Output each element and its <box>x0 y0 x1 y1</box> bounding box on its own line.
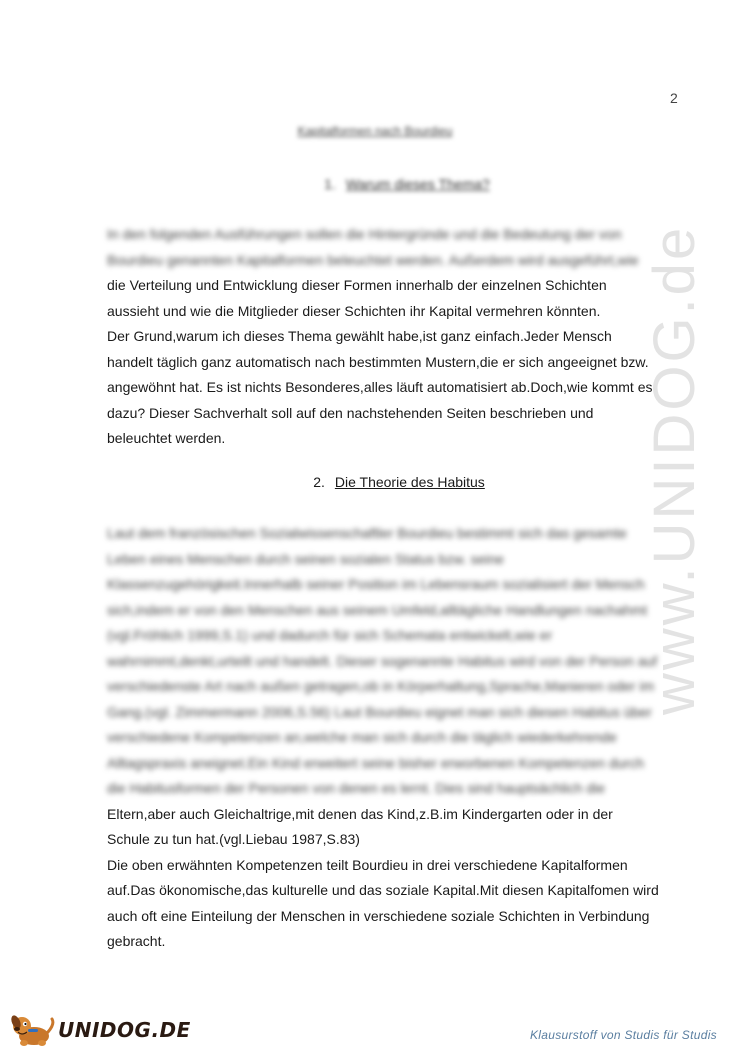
section-1-number: 1. <box>324 176 336 192</box>
section-1-paragraph <box>107 222 687 452</box>
paragraph-line: Klassenzugehörigkeit.Innerhalb seiner Position im Lebensraum sozialisiert der Mensch <box>107 576 645 592</box>
page-number: 2 <box>670 90 678 106</box>
section-1-heading <box>32 176 750 192</box>
paragraph-line: sich,indem er von den Menschen aus seinem Umfeld,alltägliche Handlungen nachahmt <box>107 601 648 618</box>
paragraph-line: wahrnimmt,denkt,urteilt und handelt. Dieser sogenannte Habitus wird von der Person auf <box>107 652 658 669</box>
paragraph-line: die Habitusformen der Personen von denen es lernt. Dies sind hauptsächlich die <box>107 780 606 796</box>
paragraph-line: Die oben erwähnten Kompetenzen teilt Bourdieu in drei verschiedene Kapitalformen <box>107 856 628 873</box>
paragraph-line: die Verteilung und Entwicklung dieser Formen innerhalb der einzelnen Schichten <box>107 277 607 293</box>
paragraph-line: verschiedenste Art nach außen getragen,ob in Körperhaltung,Sprache,Manieren oder im <box>107 678 655 694</box>
paragraph-line: Alltagspraxis aneignet.Ein Kind erweitert seine bisher erworbenen Kompetenzen durch <box>107 754 644 771</box>
footer-tagline: Klausurstoff von Studis für Studis <box>530 1028 717 1042</box>
watermark: www.UNIDOG.de <box>642 224 707 715</box>
paragraph-line: gebracht. <box>107 933 166 949</box>
paragraph-line: Leben eines Menschen durch seinen sozialen Status bzw. seine <box>107 550 504 567</box>
paragraph-line: Gang.(vgl. Zimmermann 2006,S.56) Laut Bourdieu eignet man sich diesen Habitus über <box>107 703 652 720</box>
paragraph-line: Der Grund,warum ich dieses Thema gewählt habe,ist ganz einfach.Jeder Mensch <box>107 328 612 344</box>
paragraph-line: verschiedene Kompetenzen an,welche man sich durch die täglich wiederkehrende <box>107 729 617 745</box>
paragraph-line: angewöhnt hat. Es ist nichts Besonderes,alles läuft automatisiert ab.Doch,wie kommt es <box>107 379 653 395</box>
paragraph-line: beleuchtet werden. <box>107 430 226 446</box>
paragraph-line: auf.Das ökonomische,das kulturelle und das soziale Kapital.Mit diesen Kapitalfomen wird <box>107 882 659 898</box>
paragraph-line: auch oft eine Einteilung der Menschen in verschiedene soziale Schichten in Verbindung <box>107 907 650 924</box>
dog-mascot-icon <box>8 1012 56 1048</box>
section-1-heading-text: Warum dieses Thema? <box>345 176 490 192</box>
paragraph-line: dazu? Dieser Sachverhalt soll auf den nachstehenden Seiten beschrieben und <box>107 404 594 421</box>
paragraph-line: Schule zu tun hat.(vgl.Liebau 1987,S.83) <box>107 831 360 847</box>
section-2-number: 2. <box>313 474 325 490</box>
paragraph-line: Laut dem französischen Sozialwissenschaftler Bourdieu bestimmt sich das gesamte <box>107 525 627 541</box>
section-2-heading-text: Die Theorie des Habitus <box>334 474 485 490</box>
paragraph-line: In den folgenden Ausführungen sollen die Hintergründe und die Bedeutung der von <box>107 226 622 242</box>
paragraph-line: Eltern,aber auch Gleichaltrige,mit denen das Kind,z.B.im Kindergarten oder in der <box>107 805 613 822</box>
paragraph-line: (vgl.Fröhlich 1999,S.1) und dadurch für sich Schemata entwickelt,wie er <box>107 627 553 643</box>
document-title: Kapitalformen nach Bourdieu <box>297 124 453 138</box>
paragraph-line: aussieht und wie die Mitglieder dieser Schichten ihr Kapital vermehren könnten. <box>107 302 601 319</box>
paragraph-line: Bourdieu genannten Kapitalformen beleuchtet werden. Außerdem wird ausgeführt,wie <box>107 251 639 268</box>
section-2-paragraph <box>107 521 687 955</box>
footer-logo[interactable] <box>8 1012 191 1048</box>
logo-text: UNIDOG.DE <box>58 1018 191 1042</box>
paragraph-line: handelt täglich ganz automatisch nach bestimmten Mustern,die er sich angeeignet bzw. <box>107 353 649 370</box>
